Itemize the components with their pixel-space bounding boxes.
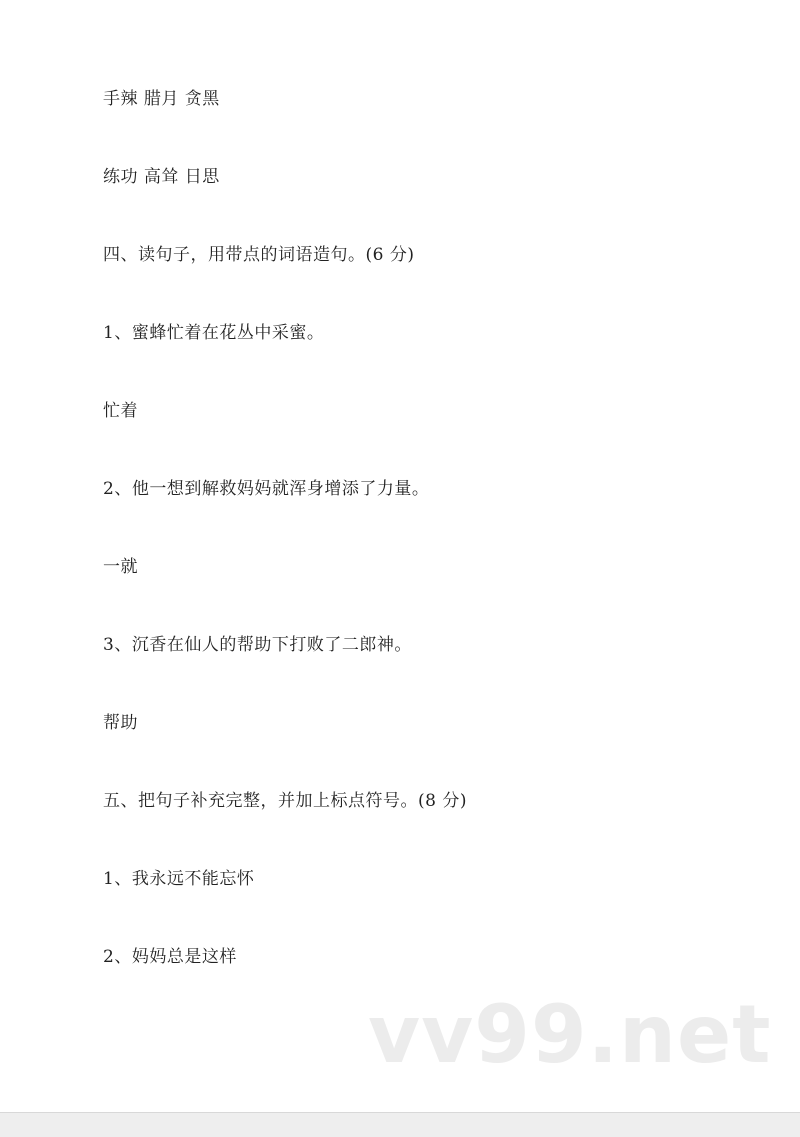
watermark: vv99.net: [368, 988, 772, 1081]
sentence-1: 1、蜜蜂忙着在花丛中采蜜。: [103, 323, 325, 343]
word-group-line-2: 练功 高耸 日思: [103, 167, 220, 187]
section-four-heading: 四、读句子，用带点的词语造句。(6 分): [103, 245, 415, 265]
sentence-3: 3、沉香在仙人的帮助下打败了二郎神。: [103, 635, 412, 655]
completion-item-1: 1、我永远不能忘怀: [103, 869, 255, 889]
word-group-line-1: 手辣 腊月 贪黑: [103, 89, 220, 109]
sentence-2: 2、他一想到解救妈妈就浑身增添了力量。: [103, 479, 430, 499]
page-bottom-bar: [0, 1112, 800, 1137]
section-five-heading: 五、把句子补充完整，并加上标点符号。(8 分): [103, 791, 467, 811]
keyword-1: 忙着: [103, 401, 138, 421]
keyword-2: 一就: [103, 557, 138, 577]
completion-item-2: 2、妈妈总是这样: [103, 947, 237, 967]
keyword-3: 帮助: [103, 713, 138, 733]
